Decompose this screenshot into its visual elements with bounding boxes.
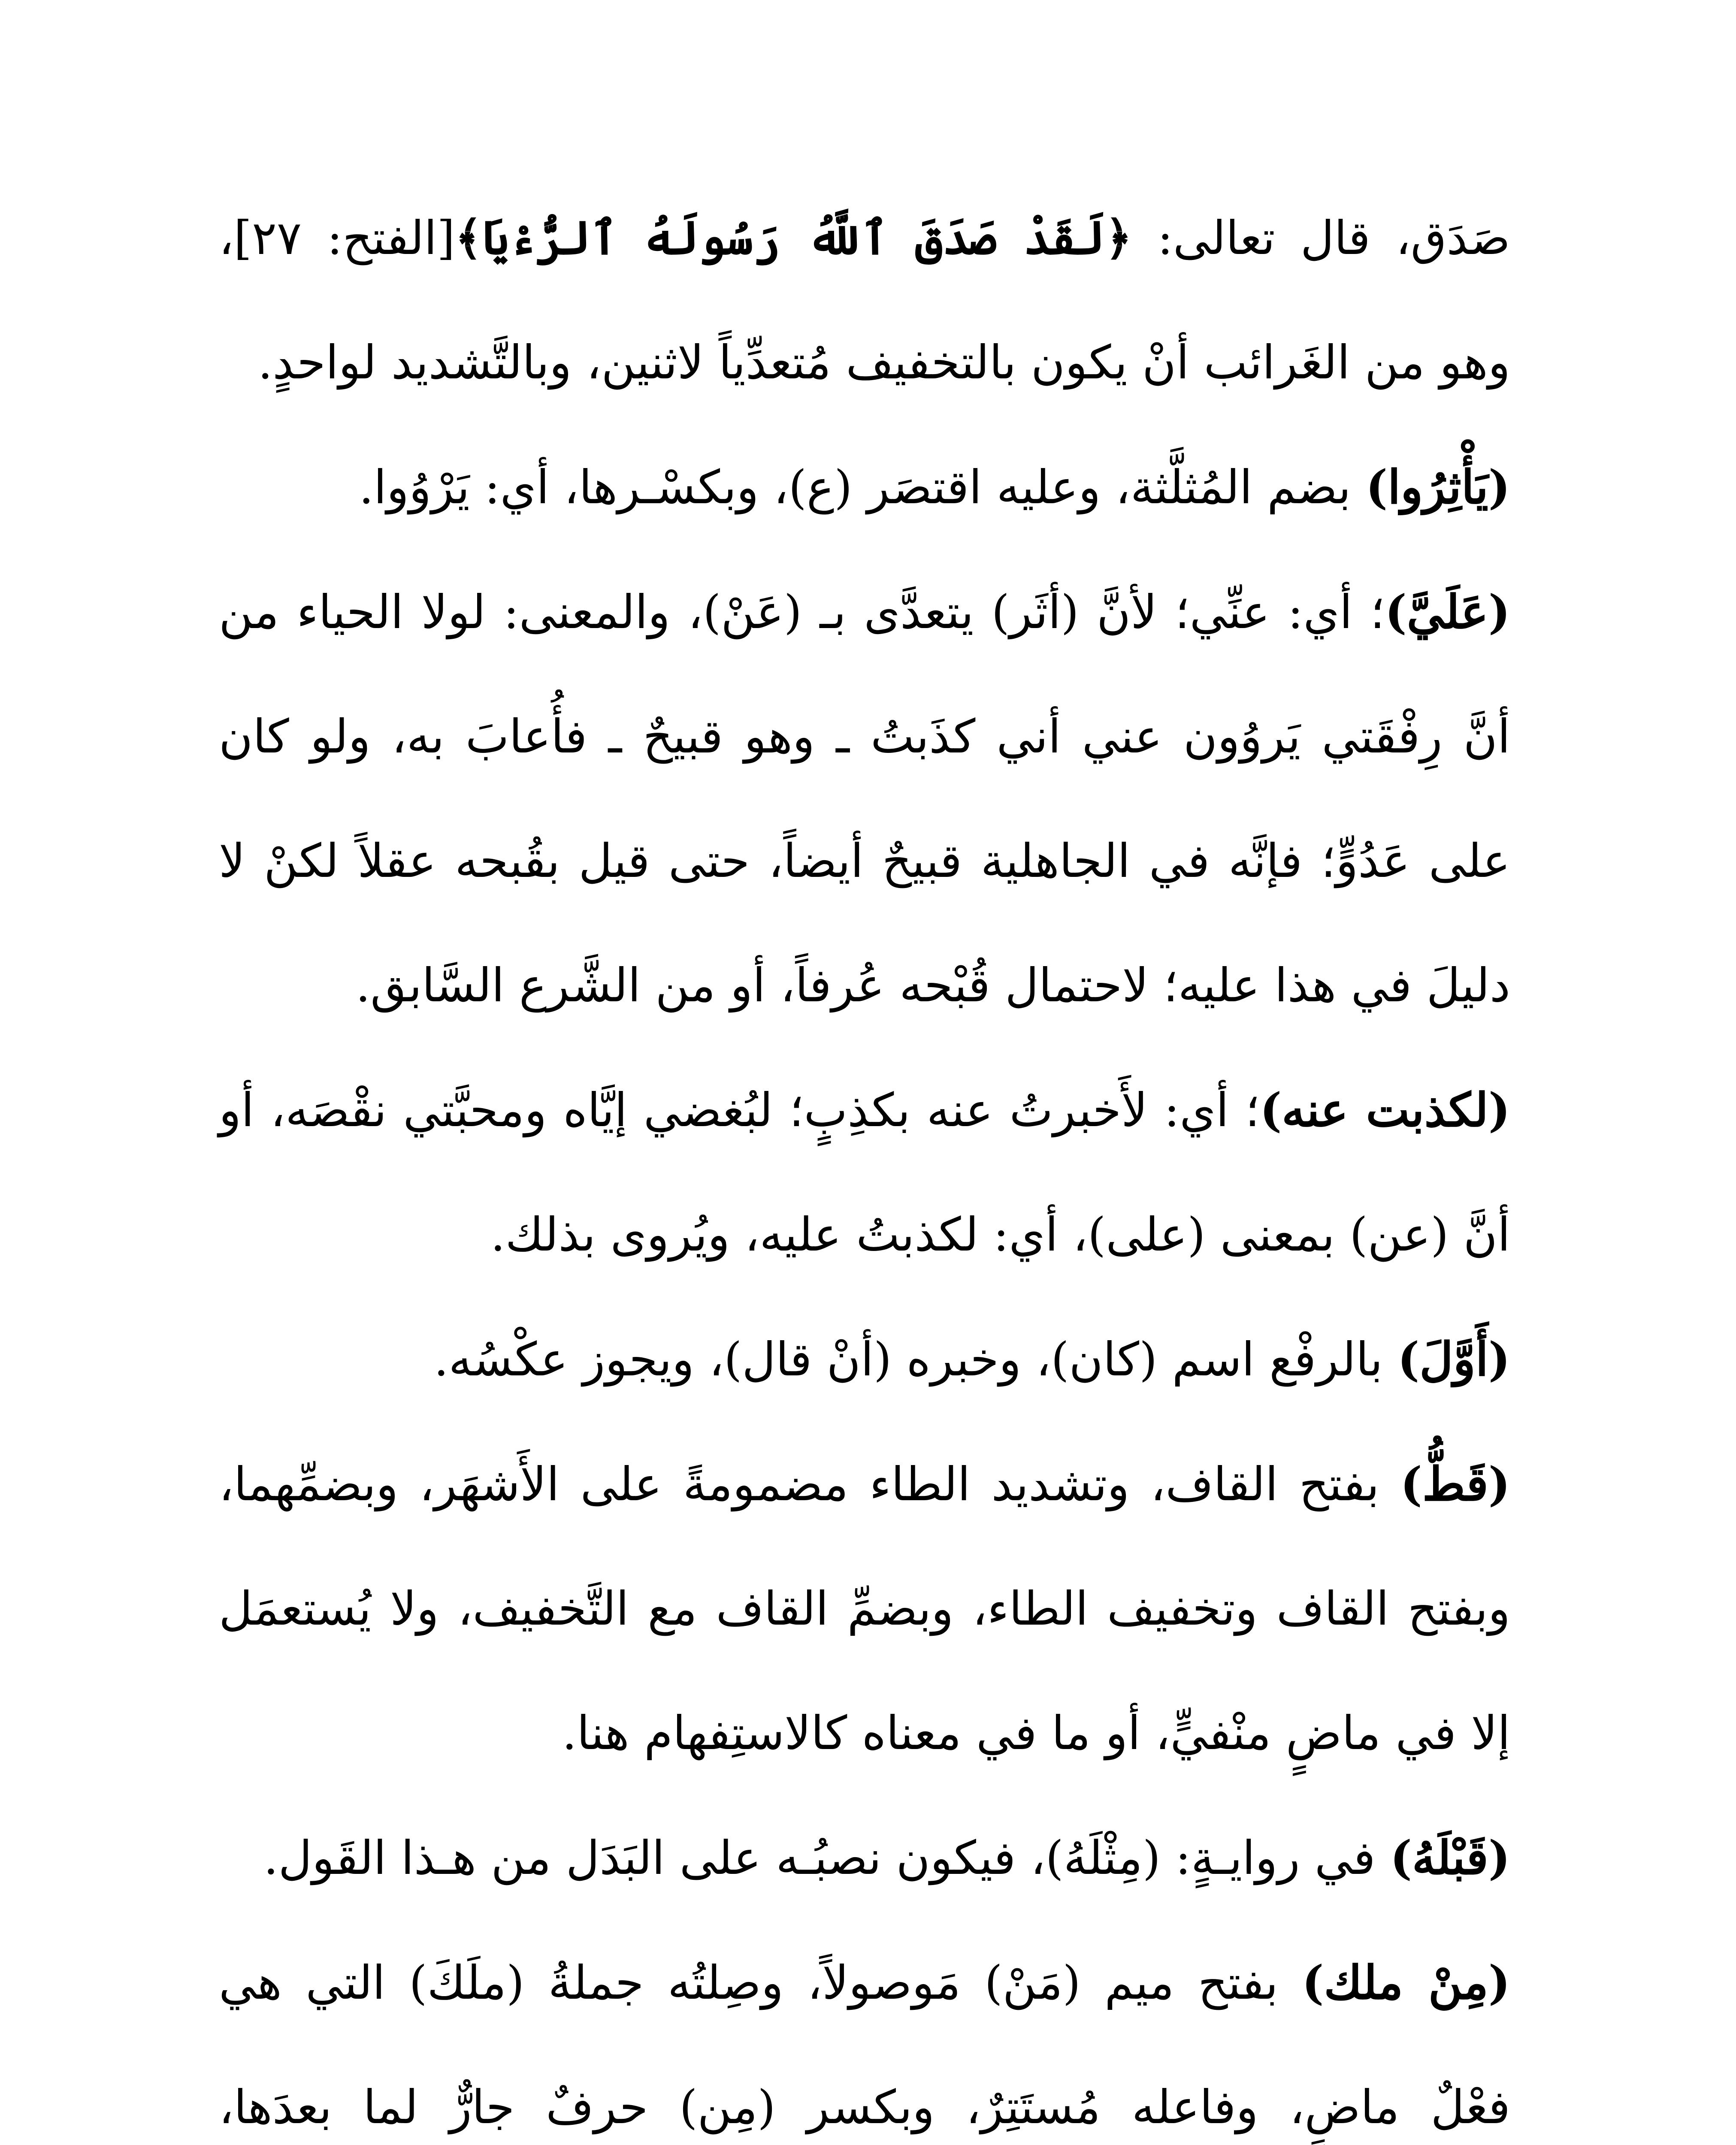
paragraph-2 <box>219 425 1510 550</box>
paragraph-1 <box>219 176 1510 425</box>
paragraph-4 <box>219 1048 1510 1297</box>
paragraph-3-text: ؛ أي: عنِّي؛ لأنَّ (أثَر) يتعدَّى بـ (عَنْ)، والمعنى: لولا الحياء من أنَّ رِفْقَتي يَروُون عني أني كذَبتُ ـ وهو قبيحٌ ـ فأُعابَ به، ولو كان على عَدُوٍّ؛ فإنَّه في الجاهلية قبيحٌ أيضاً، حتى قيل بقُبحه عقلاً لكنْ لا دليلَ في هذا عليه؛ لاحتمال قُبْحه عُرفاً، أو من الشَّرع السَّابق. <box>219 586 1510 1012</box>
paragraph-6-text: بفتح القاف، وتشديد الطاء مضمومةً على الأَشهَر، وبضمِّهما، وبفتح القاف وتخفيف الطاء، وبضمِّ القاف مع التَّخفيف، ولا يُستعمَل إلا في ماضٍ منْفيٍّ، أو ما في معناه كالاستِفهام هنا. <box>219 1458 1510 1760</box>
paragraph-7 <box>219 1796 1510 1921</box>
paragraph-5 <box>219 1297 1510 1422</box>
paragraph-5-text: بالرفْع اسم (كان)، وخبره (أنْ قال)، ويجوز عكْسُه. <box>434 1333 1398 1387</box>
paragraph-5-term: (أَوَّلَ) <box>1397 1332 1510 1387</box>
paragraph-6-term: (قَطُّ) <box>1400 1457 1510 1511</box>
paragraph-3 <box>219 550 1510 1048</box>
paragraph-8-term: (مِنْ ملك) <box>1302 1956 1511 2010</box>
paragraph-3-term: (عَلَيَّ) <box>1385 585 1510 639</box>
paragraph-8 <box>219 1921 1510 2145</box>
quran-verse: ﴿لَقَدْ صَدَقَ ٱللَّهُ رَسُولَهُ ٱلرُّءْيَا﴾ <box>455 211 1132 265</box>
paragraph-2-text: بضم المُثلَّثة، وعليه اقتصَر (ع)، وبكسْـرها، أي: يَرْوُوا. <box>359 461 1366 514</box>
paragraph-7-term: (قَبْلَهُ) <box>1390 1831 1510 1885</box>
paragraph-8-text: بفتح ميم (مَنْ) مَوصولاً، وصِلتُه جملةُ (ملَكَ) التي هي فعْلٌ ماضٍ، وفاعله مُستَتِرٌ، وبكسر (مِن) حرفٌ جارٌّ لما بعدَها، <box>219 1956 1510 2134</box>
paragraph-1-reference: [الفتح: ٢٧]، وهو من الغَرائب أنْ يكون بالتخفيف مُتعدِّياً لاثنين، وبالتَّشديد لواحدٍ. <box>219 211 1510 390</box>
paragraph-6 <box>219 1422 1510 1796</box>
paragraph-4-term: (لكذبت عنه) <box>1260 1083 1510 1137</box>
paragraph-1-text: صَدَق، قال تعالى: <box>1132 211 1510 265</box>
paragraph-2-term: (يَأْثِرُوا) <box>1366 460 1510 514</box>
paragraph-4-text: ؛ أي: لأَخبرتُ عنه بكذِبٍ؛ لبُغضي إيَّاه ومحبَّتي نقْصَه، أو أنَّ (عن) بمعنى (على)، أي: لكذبتُ عليه، ويُروى بذلك. <box>219 1084 1510 1262</box>
paragraph-7-text: في روايـةٍ: (مِثْلَهُ)، فيكون نصبُـه على البَدَل من هـذا القَول. <box>263 1831 1390 1885</box>
body-text <box>219 176 1510 2145</box>
